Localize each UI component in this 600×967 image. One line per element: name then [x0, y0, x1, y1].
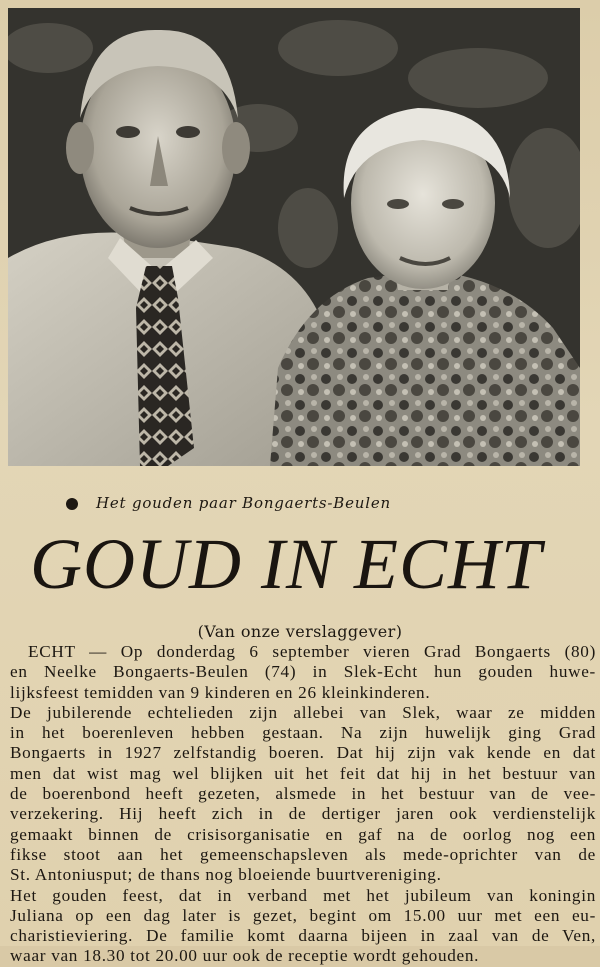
article-body: [10, 642, 596, 967]
article-line: verzekering. Hij heeft zich in de dertiger jaren ook verdienstelijk: [10, 804, 596, 824]
article-line: in het boerenleven hebben gestaan. Na zijn huwelijk ging Grad: [10, 723, 596, 743]
article-line: Het gouden feest, dat in verband met het jubileum van koningin: [10, 885, 596, 905]
article-line: men dat wist mag wel blijken uit het feit dat hij in het bestuur van: [10, 763, 596, 783]
byline: (Van onze verslaggever): [197, 622, 403, 641]
article-line: ECHT — Op donderdag 6 september vieren Grad Bongaerts (80): [28, 642, 596, 661]
article-line: Juliana op een dag later is gezet, begint om 15.00 uur met een eu-: [10, 905, 596, 925]
article-line: en Neelke Bongaerts-Beulen (74) in Slek-Echt hun gouden huwe-: [10, 662, 596, 682]
article-line: de boerenbond heeft gezeten, alsmede in het bestuur van de vee-: [10, 784, 596, 804]
article-line: charistieviering. De familie komt daarna bijeen in zaal van de Ven,: [10, 926, 596, 946]
article-line: waar van 18.30 tot 20.00 uur ook de receptie wordt gehouden.: [10, 946, 480, 966]
caption-bullet-icon: [66, 498, 78, 510]
article-line: fikse stoot aan het gemeenschapsleven als mede-oprichter van de: [10, 844, 596, 864]
article-line: Bongaerts in 1927 zelfstandig boeren. Dat hij zijn vak kende en dat: [10, 743, 596, 763]
photo-caption: Het gouden paar Bongaerts-Beulen: [96, 494, 391, 512]
article-line: lijksfeest temidden van 9 kinderen en 26 kleinkinderen.: [10, 682, 431, 702]
headline: GOUD IN ECHT: [30, 524, 543, 604]
couple-photo: [8, 8, 580, 466]
article-line: St. Antoniusput; de thans nog bloeiende buurtvereniging.: [10, 865, 442, 885]
article-line: gemaakt binnen de crisisorganisatie en gaf na de oorlog nog een: [10, 824, 596, 844]
article-line: De jubilerende echtelieden zijn allebei van Slek, waar ze midden: [10, 702, 596, 722]
couple-photo-illustration: [8, 8, 580, 466]
